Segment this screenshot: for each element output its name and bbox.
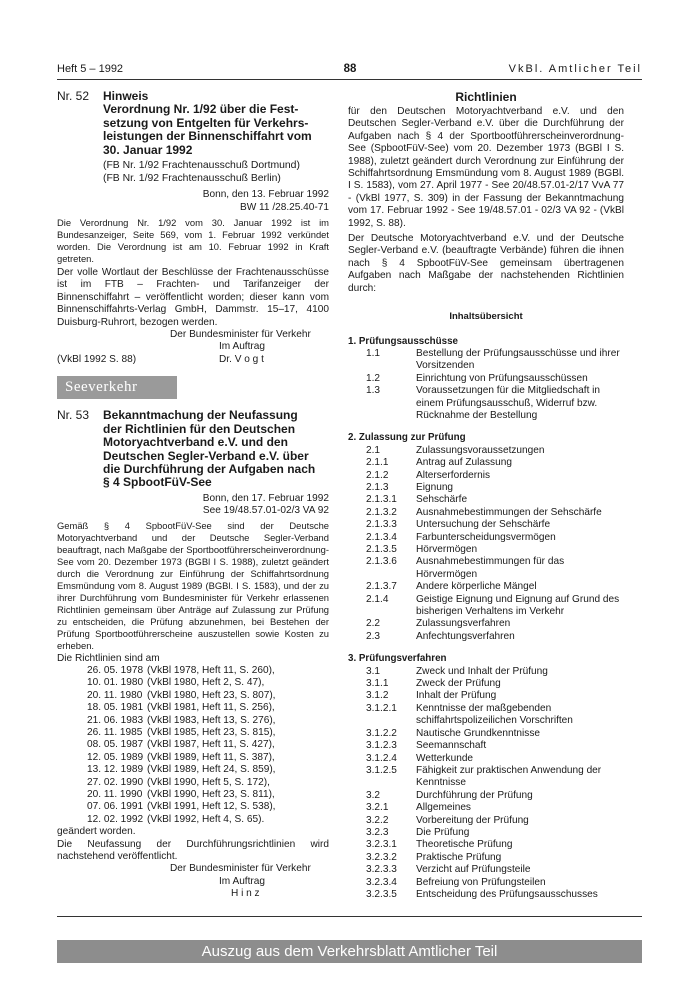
toc-item (348, 864, 624, 876)
toc-item-title: Andere körperliche Mängel (416, 581, 537, 593)
entry-number: Nr. 53 (57, 408, 90, 423)
header-publication: VkBl. Amtlicher Teil (508, 63, 642, 75)
toc-item-title: Ausnahmebestimmungen für das Hörvermögen (416, 556, 565, 580)
section-label: Seeverkehr (57, 376, 177, 399)
date-row (87, 814, 329, 826)
toc-heading: Inhaltsübersicht (449, 311, 523, 323)
toc-item (348, 445, 624, 457)
toc-item-title: Vorbereitung der Prüfung (416, 814, 529, 826)
toc-item-number: 3.1.2.5 (366, 764, 397, 776)
file-reference: BW 11 /28.25.40-71 (239, 201, 329, 213)
toc-item (348, 618, 624, 630)
toc-item (348, 482, 624, 494)
toc-item-number: 3.1 (366, 665, 381, 677)
changed-note: geändert worden. (57, 826, 136, 838)
toc-item (348, 678, 624, 690)
date: 26. 11. 1985 (87, 726, 143, 738)
date: 13. 12. 1989 (87, 764, 144, 776)
toc-item (348, 666, 624, 678)
toc-item (348, 507, 624, 519)
toc-item-number: 2.2 (366, 618, 381, 630)
title-line: leistungen der Binnenschiffahrt vom (103, 129, 312, 144)
date-reference: (VkBl 1989, Heft 24, S. 859), (147, 764, 276, 776)
toc-item (348, 556, 624, 581)
date: 07. 06. 1991 (87, 801, 144, 813)
date: 21. 06. 1983 (87, 714, 144, 726)
toc-item-number: 2.1 (366, 444, 381, 456)
entry-number: Nr. 52 (57, 89, 90, 103)
title-line: Motoryachtverband e.V. und den (103, 435, 288, 450)
toc-item-title: Ausnahmebestimmungen der Sehschärfe (416, 506, 602, 518)
toc-section-1 (348, 348, 624, 422)
toc-item-number: 2.1.3 (366, 481, 389, 493)
date-row (87, 702, 329, 714)
toc-item (348, 889, 624, 901)
header-issue: Heft 5 – 1992 (57, 63, 124, 75)
toc-item (348, 765, 624, 790)
toc-item-title: Hörvermögen (416, 544, 478, 555)
toc-item-title: Inhalt der Prüfung (416, 690, 497, 702)
date-reference: (VkBl 1992, Heft 4, S. 65). (147, 813, 265, 825)
place-date: Bonn, den 17. Februar 1992 (202, 492, 329, 504)
toc-item (348, 457, 624, 469)
title-line: 30. Januar 1992 (103, 142, 193, 157)
intro-paragraph: Der Deutsche Motoryachtverband e.V. und der Deutsche Segler-Verband e.V. (beauftragte Verbände) führen die ihnen nach § 4 SpbootFüV-See gemeinsam übertragenen Aufgaben nach Maßgabe der nachstehenden Richtlinien durch: (348, 233, 624, 294)
toc-item-number: 1.2 (366, 372, 381, 384)
toc-item (348, 532, 624, 544)
toc-item (348, 802, 624, 814)
source: (VkBl 1992 S. 88) (57, 353, 137, 365)
toc-item (348, 839, 624, 851)
left-column (57, 90, 329, 901)
toc-item-number: 3.2.2 (366, 814, 389, 826)
date-row (87, 752, 329, 764)
toc-item-number: 2.1.3.3 (366, 519, 397, 531)
paragraph: Der volle Wortlaut der Beschlüsse der Frachtenausschüsse ist im FTB – Frachten- und Tarifanzeiger der Binnenschiffahrt – veröffentlicht worden; dieser kann vom Binnenschiffahrts-Verlag GmbH, Dammstr. 15–17, 4100 Duisburg-Ruhrort, bezogen werden. (57, 267, 329, 328)
toc-item-title: Anfechtungsverfahren (416, 630, 515, 642)
title-line: Bekanntmachung der Neufassung (103, 408, 298, 423)
date-reference: (VkBl 1989, Heft 11, S. 387), (147, 751, 275, 763)
paragraph: Die Verordnung Nr. 1/92 vom 30. Januar 1992 ist im Bundesanzeiger, Seite 569, vom 1. Februar 1992 verkündet worden. Die Verordnung ist am 10. Februar 1992 in Kraft getreten. (57, 217, 329, 265)
toc-item (348, 877, 624, 889)
toc-item (348, 827, 624, 839)
date-row (87, 690, 329, 702)
page-number: 88 (343, 63, 357, 75)
date-row (87, 727, 329, 739)
toc-item-number: 2.1.3.6 (366, 556, 397, 568)
toc-item-number: 2.1.4 (366, 593, 389, 605)
toc-item-number: 1.1 (366, 347, 381, 359)
date-row (87, 764, 329, 776)
toc-item (348, 494, 624, 506)
reference: (FB Nr. 1/92 Frachtenausschuß Berlin) (103, 172, 281, 184)
date-reference: (VkBl 1980, Heft 23, S. 807), (147, 689, 276, 701)
toc-item-title: Praktische Prüfung (416, 851, 502, 863)
toc-item-title: Zulassungsvoraussetzungen (416, 444, 545, 456)
toc-item (348, 815, 624, 827)
entry-title (103, 90, 329, 157)
toc-item (348, 753, 624, 765)
file-reference: See 19/48.57.01-02/3 VA 92 (202, 505, 329, 517)
toc-item (348, 348, 624, 373)
entry-title (103, 409, 329, 489)
date-row (87, 777, 329, 789)
date: 20. 11. 1990 (87, 789, 143, 800)
dates-list (57, 665, 329, 826)
date-reference: (VkBl 1985, Heft 23, S. 815), (147, 726, 276, 738)
toc-item-number: 2.1.3.4 (366, 531, 397, 543)
toc-item-number: 3.2.1 (366, 802, 389, 814)
toc-item-title: Allgemeines (416, 802, 471, 814)
toc-item-number: 3.2.3.4 (366, 876, 397, 888)
date-reference: (VkBl 1978, Heft 11, S. 260), (147, 664, 275, 676)
toc-item (348, 373, 624, 385)
toc-item-number: 2.1.3.1 (366, 494, 397, 506)
title-line: setzung von Entgelten für Verkehrs- (103, 115, 309, 130)
toc-item-number: 3.2.3.2 (366, 851, 397, 863)
toc-item (348, 728, 624, 740)
date: 10. 01. 1980 (87, 677, 144, 689)
title-line: die Durchführung der Aufgaben nach (103, 461, 316, 476)
date: 12. 02. 1992 (87, 813, 144, 825)
toc-item-number: 2.1.3.7 (366, 581, 397, 593)
toc-item-title: Zweck der Prüfung (416, 678, 501, 690)
toc-section-2 (348, 445, 624, 644)
date-row (87, 801, 329, 813)
signature-authority: Der Bundesminister für Verkehr (170, 863, 311, 875)
signature-authority: Der Bundesminister für Verkehr (170, 329, 311, 341)
right-column (348, 90, 624, 901)
date: 26. 05. 1978 (87, 664, 144, 676)
entry-53 (57, 409, 329, 489)
toc-item-number: 3.1.2.2 (366, 727, 397, 739)
toc-item-number: 2.1.3.2 (366, 506, 397, 518)
toc-section-heading: 2. Zulassung zur Prüfung (348, 432, 466, 444)
title-line: Deutschen Segler-Verband e.V. über (103, 448, 309, 463)
toc-item-title: Eignung (416, 481, 454, 493)
toc-item (348, 703, 624, 728)
toc-item (348, 594, 624, 619)
toc-item (348, 581, 624, 593)
date-reference: (VkBl 1990, Heft 23, S. 811), (147, 789, 275, 800)
date-row (87, 677, 329, 689)
date-row (87, 789, 329, 801)
footer-banner: Auszug aus dem Verkehrsblatt Amtlicher Teil (57, 940, 642, 963)
date-reference: (VkBl 1991, Heft 12, S. 538), (147, 801, 276, 813)
source-line (57, 354, 329, 366)
toc-item-title: Zweck und Inhalt der Prüfung (416, 665, 548, 677)
toc-item (348, 740, 624, 752)
paragraph: Gemäß § 4 SpbootFüV-See sind der Deutsche Motoryachtverband und der Deutsche Segler-Verband beauftragt, nach Maßgabe der Sportbootführerscheinverordnung-See vom 20. Dezember 1973 (BGBl I S. 1988), zuletzt geändert durch die Verordnung zur Einführung der Schiffahrtsordnung Emsmündung vom 8. August 1989 (BGBl. I S. 1583), und der zu ihrer Durchführung vom Bundesminister für Verkehr erlassenen Richtlinien gemeinsam über Anträge auf Zulassung zur Prüfung zu entscheiden, die Prüfung abzunehmen, bei Bestehen der Prüfung Sportbootführerscheine auszustellen sowie Kosten zu erheben. (57, 519, 329, 651)
signature-auftrag: Im Auftrag (219, 875, 266, 887)
reference: (FB Nr. 1/92 Frachtenausschuß Dortmund) (103, 160, 300, 172)
toc-item-title: Antrag auf Zulassung (416, 457, 512, 469)
toc-item-title: Entscheidung des Prüfungsausschusses (416, 888, 598, 900)
date: 08. 05. 1987 (87, 739, 144, 751)
signature-name: Dr. V o g t (219, 353, 264, 365)
toc-section-heading: 3. Prüfungsverfahren (348, 653, 447, 665)
toc-item (348, 385, 624, 422)
title-line: der Richtlinien für den Deutschen (103, 421, 296, 436)
toc-item-title: Untersuchung der Sehschärfe (416, 519, 551, 531)
toc-item-title: Voraussetzungen für die Mitgliedschaft in einem Prüfungsausschuß, Widerruf bzw. Rücknahme der Bestellung (416, 385, 601, 421)
toc-item-number: 2.3 (366, 630, 381, 642)
dates-intro: Die Richtlinien sind am (57, 652, 160, 664)
date: 18. 05. 1981 (87, 702, 144, 714)
date: 20. 11. 1980 (87, 689, 143, 701)
toc-item-title: Seemannschaft (416, 740, 487, 752)
toc-item-title: Befreiung von Prüfungsteilen (416, 876, 546, 888)
toc-item (348, 544, 624, 556)
toc-item-number: 3.2.3 (366, 826, 389, 838)
date-reference: (VkBl 1990, Heft 5, S. 172), (147, 776, 270, 788)
toc-item (348, 790, 624, 802)
date-reference: (VkBl 1983, Heft 13, S. 276), (147, 714, 276, 726)
toc-item-number: 3.1.2.1 (366, 702, 397, 714)
toc-item-number: 1.3 (366, 385, 381, 397)
toc-item-title: Zulassungsverfahren (416, 618, 511, 630)
toc-item-title: Durchführung der Prüfung (416, 789, 533, 801)
date-reference: (VkBl 1981, Heft 11, S. 256), (147, 702, 275, 714)
toc-item-title: Nautische Grundkenntnisse (416, 727, 540, 739)
toc-item-title: Geistige Eignung und Eignung auf Grund des bisherigen Verhaltens im Verkehr (416, 593, 620, 618)
bottom-rule (57, 916, 642, 917)
toc-item-title: Kenntnisse der maßgebenden schiffahrtspolizeilichen Vorschriften (416, 702, 573, 727)
toc-item-number: 3.2.3.3 (366, 864, 397, 876)
toc-item-title: Alterserfordernis (416, 469, 491, 481)
paragraph: Die Neufassung der Durchführungsrichtlinien wird nachstehend veröffentlicht. (57, 838, 329, 863)
toc-item-title: Farbunterscheidungsvermögen (416, 531, 556, 543)
toc-item (348, 519, 624, 531)
toc-item-number: 2.1.1 (366, 457, 389, 469)
entry-52 (57, 90, 329, 157)
toc-item-number: 3.2.3.5 (366, 888, 397, 900)
toc-section-3 (348, 666, 624, 902)
toc-item-number: 3.1.2.3 (366, 740, 397, 752)
date-row (87, 739, 329, 751)
toc-item-number: 3.2 (366, 789, 381, 801)
date-row (87, 665, 329, 677)
header-rule (57, 79, 642, 80)
toc-item-number: 3.1.2 (366, 690, 389, 702)
toc-item-number: 2.1.2 (366, 469, 389, 481)
toc-item-title: Einrichtung von Prüfungsausschüssen (416, 372, 588, 384)
title-line: § 4 SpbootFüV-See (103, 475, 212, 490)
title-line: Hinweis (103, 89, 149, 103)
toc-item-title: Bestellung der Prüfungsausschüsse und ihrer Vorsitzenden (416, 347, 620, 372)
toc-item-title: Verzicht auf Prüfungsteile (416, 864, 531, 876)
date-row (87, 715, 329, 727)
date-reference: (VkBl 1980, Heft 2, S. 47), (147, 677, 265, 689)
toc-item-title: Sehschärfe (416, 494, 468, 506)
toc-item (348, 470, 624, 482)
toc-item (348, 852, 624, 864)
title-line: Verordnung Nr. 1/92 über die Fest- (103, 102, 299, 117)
date: 27. 02. 1990 (87, 776, 144, 788)
toc-item-number: 2.1.3.5 (366, 544, 397, 555)
guidelines-title: Richtlinien (455, 90, 517, 104)
toc-item-title: Wetterkunde (416, 752, 474, 764)
date: 12. 05. 1989 (87, 751, 144, 763)
toc-section-heading: 1. Prüfungsausschüsse (348, 335, 458, 347)
intro-paragraph: für den Deutschen Motoryachtverband e.V. und den Deutschen Segler-Verband e.V. über die Durchführung der Aufgaben nach § 4 der Sportbootführerscheinverordnung-See (SpbootFüV-See) vom 20. Dezember 1973 (BGBl I S. 1988), zuletzt geändert durch Verordnung zur Einführung der Schiffahrtsordnung Emsmündung vom 8. August 1989 (BGBl. I S. 1583), vom 27. April 1977 - See 20/48.57.01-2/17 VvA 77 - (VkBl 1977, S. 309) in der Fassung der Bekanntmachung vom 17. Februar 1992 - See 19/48.57.01 - 02/3 VA 92 - (VkBl 1992, S. 88). (348, 106, 624, 229)
toc-item-title: Die Prüfung (416, 826, 470, 838)
signature-auftrag: Im Auftrag (219, 341, 266, 353)
place-date: Bonn, den 13. Februar 1992 (202, 189, 329, 201)
toc-item-title: Fähigkeit zur praktischen Anwendung der Kenntnisse (416, 764, 602, 789)
toc-item-number: 3.1.2.4 (366, 752, 397, 764)
toc-item-number: 3.1.1 (366, 678, 389, 690)
toc-item (348, 631, 624, 643)
signature-name: H i n z (231, 888, 260, 900)
toc-item (348, 690, 624, 702)
toc-item-title: Theoretische Prüfung (416, 839, 513, 851)
date-reference: (VkBl 1987, Heft 11, S. 427), (147, 739, 275, 751)
toc-item-number: 3.2.3.1 (366, 839, 397, 851)
